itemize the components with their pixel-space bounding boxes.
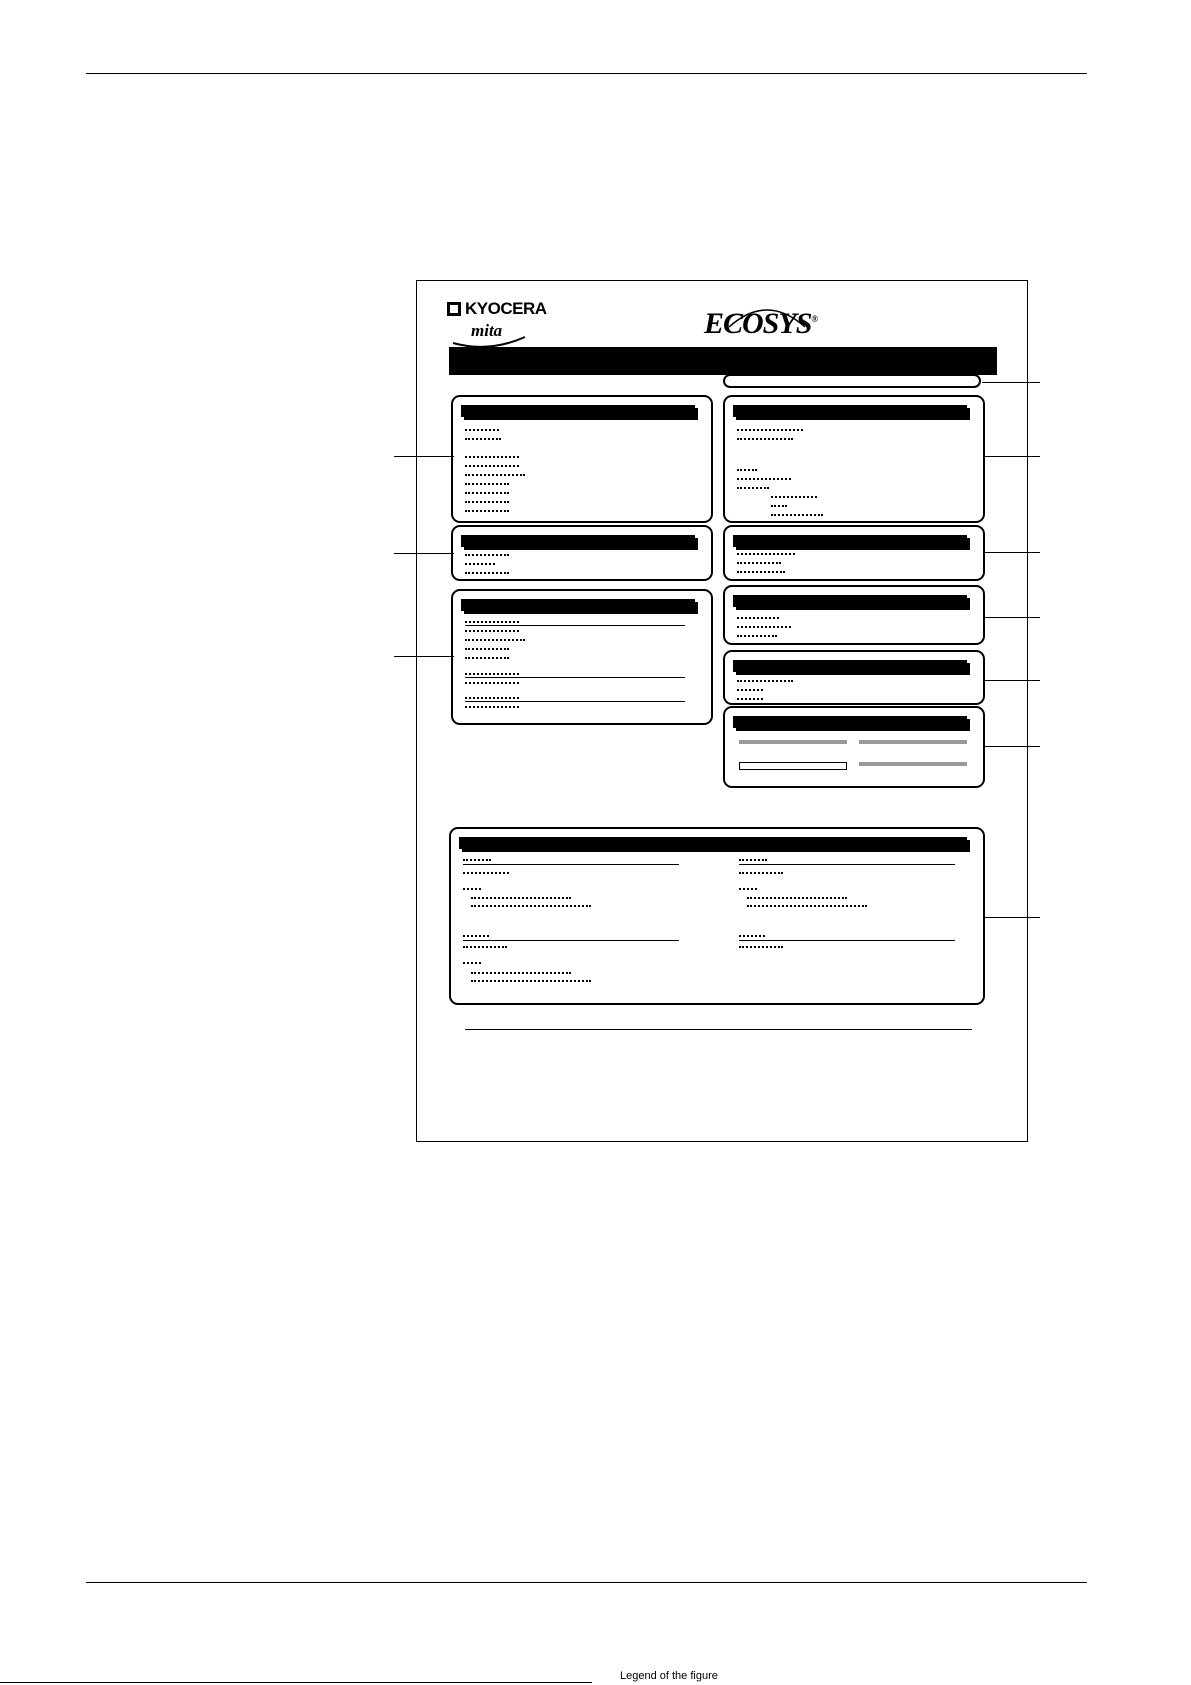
top-rule [86,73,1087,74]
panel-header [733,716,967,728]
leader-right-1 [984,456,1040,457]
panel-bottom [449,827,985,1005]
footer-rule [0,1682,592,1683]
leader-left-1 [394,456,454,457]
panel-left-1 [451,395,713,523]
panel-right-4 [723,650,985,705]
leader-right-a [982,382,1040,383]
panel-right-3 [723,585,985,645]
sample-field-box [739,762,847,770]
status-page-sample [416,280,1028,1142]
leader-left-2 [394,553,454,554]
leader-right-bottom [984,917,1040,918]
leader-right-4 [984,680,1040,681]
panel-left-2 [451,525,713,581]
leader-left-3 [394,656,454,657]
callout-box-a [723,374,981,388]
title-band [449,347,997,375]
panel-header [733,405,967,417]
panel-header [461,535,695,547]
panel-right-2 [723,525,985,581]
panel-right-5 [723,706,985,788]
ecosys-logo: ECOSYS® [704,307,818,340]
bottom-rule [86,1582,1087,1583]
kyocera-logo: KYOCERA [447,299,547,319]
panel-header [459,837,967,849]
panel-header [733,595,967,607]
panel-right-1 [723,395,985,523]
leader-right-5 [984,746,1040,747]
panel-header [461,599,695,611]
panel-left-3 [451,589,713,725]
leader-right-3 [984,617,1040,618]
mita-logo: mita [471,321,503,340]
bottom-divider [465,1029,972,1030]
leader-right-2 [984,552,1040,553]
panel-header [733,535,967,547]
footer-caption: Legend of the figure [620,1670,718,1682]
panel-header [461,405,695,417]
kyocera-mark-icon [447,302,461,316]
panel-header [733,660,967,672]
